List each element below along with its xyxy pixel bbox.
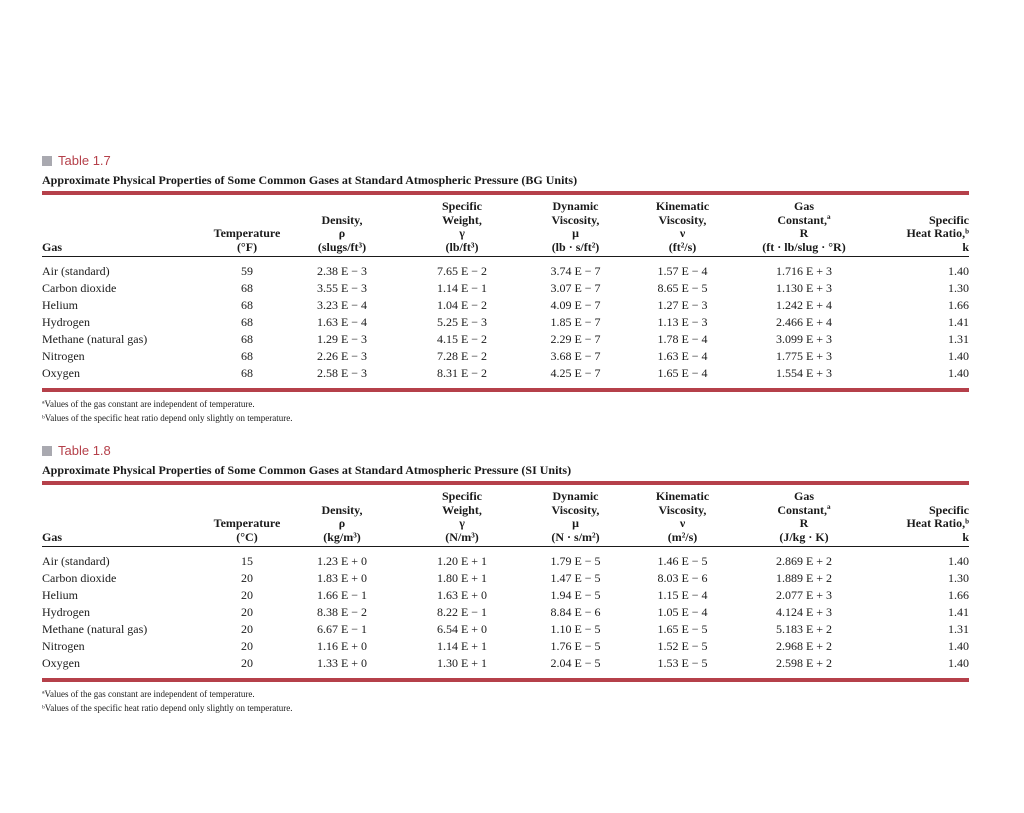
column-header <box>629 485 736 546</box>
value-cell: 68 <box>241 349 253 363</box>
header-line: Constant,ª <box>777 212 831 227</box>
header-line: Weight, <box>442 212 482 227</box>
value-cell: 1.30 <box>948 281 969 295</box>
column-header <box>212 195 282 256</box>
header-line: Dynamic <box>552 199 599 213</box>
value-cell: 3.55 E − 3 <box>316 281 368 295</box>
value-cell: 1.242 E + 4 <box>775 298 833 312</box>
header-line: Specific <box>929 502 969 517</box>
value-cell: 2.077 E + 3 <box>775 588 833 602</box>
header-line: (N · s/m²) <box>551 529 600 544</box>
value-cell: 1.40 <box>948 554 969 568</box>
value-cell: 1.53 E − 5 <box>657 656 708 670</box>
value-cell: 1.20 E + 1 <box>436 554 488 568</box>
header-line: k <box>962 529 969 544</box>
value-cell: 1.05 E − 4 <box>657 605 708 619</box>
table-row <box>42 621 969 638</box>
value-cell: 68 <box>241 315 253 329</box>
gas-name-cell: Methane (natural gas) <box>42 622 148 636</box>
value-cell: 1.16 E + 0 <box>316 639 368 653</box>
header-line: Gas <box>42 239 63 254</box>
table-number: Table 1.7 <box>58 153 111 168</box>
value-cell: 1.65 E − 5 <box>657 622 708 636</box>
column-header <box>736 485 872 546</box>
column-header <box>522 195 629 256</box>
table-row <box>42 280 969 297</box>
column-header <box>629 195 736 256</box>
header-line: (N/m³) <box>445 529 479 544</box>
value-cell: 6.54 E + 0 <box>436 622 488 636</box>
value-cell: 1.29 E − 3 <box>316 332 368 346</box>
value-cell: 2.29 E − 7 <box>550 332 601 346</box>
header-line: Weight, <box>442 502 482 517</box>
value-cell: 3.68 E − 7 <box>550 349 601 363</box>
column-header <box>282 195 402 256</box>
table-title: Approximate Physical Properties of Some Common Gases at Standard Atmospheric Pressure (SI Units) <box>42 463 572 477</box>
value-cell: 1.33 E + 0 <box>316 656 368 670</box>
gas-name-cell: Hydrogen <box>42 315 90 329</box>
value-cell: 4.09 E − 7 <box>550 298 601 312</box>
value-cell: 2.04 E − 5 <box>550 656 601 670</box>
table-row <box>42 297 969 314</box>
column-header <box>42 195 212 256</box>
value-cell: 3.07 E − 7 <box>550 281 601 295</box>
value-cell: 20 <box>241 588 253 602</box>
bottom-rule <box>42 678 969 682</box>
value-cell: 1.66 E − 1 <box>316 588 368 602</box>
gas-name-cell: Helium <box>42 298 78 312</box>
properties-table <box>42 485 969 675</box>
header-line: Viscosity, <box>551 212 600 227</box>
table-row <box>42 314 969 331</box>
value-cell: 1.130 E + 3 <box>775 281 833 295</box>
value-cell: 5.25 E − 3 <box>436 315 488 329</box>
value-cell: 8.22 E − 1 <box>436 605 488 619</box>
table-label <box>42 153 969 169</box>
table-row <box>42 604 969 621</box>
table-number: Table 1.8 <box>58 443 111 458</box>
header-row <box>42 485 969 546</box>
column-header <box>522 485 629 546</box>
header-line: Viscosity, <box>551 502 600 517</box>
table-1-7 <box>42 153 969 425</box>
value-cell: 20 <box>241 571 253 585</box>
value-cell: 3.099 E + 3 <box>775 332 833 346</box>
header-line: Temperature <box>213 516 281 530</box>
value-cell: 1.85 E − 7 <box>550 315 601 329</box>
value-cell: 59 <box>241 264 253 278</box>
column-header <box>282 485 402 546</box>
column-header <box>872 195 969 256</box>
value-cell: 7.65 E − 2 <box>436 264 488 278</box>
value-cell: 1.47 E − 5 <box>550 571 601 585</box>
value-cell: 1.04 E − 2 <box>436 298 488 312</box>
gas-name-cell: Methane (natural gas) <box>42 332 148 346</box>
table-body <box>42 257 969 385</box>
value-cell: 68 <box>241 332 253 346</box>
value-cell: 1.889 E + 2 <box>775 571 833 585</box>
square-bullet-icon <box>42 156 52 166</box>
value-cell: 1.14 E − 1 <box>436 281 488 295</box>
gas-name-cell: Nitrogen <box>42 639 85 653</box>
table-title: Approximate Physical Properties of Some Common Gases at Standard Atmospheric Pressure (BG Units) <box>42 173 578 187</box>
value-cell: 4.15 E − 2 <box>436 332 488 346</box>
value-cell: 1.15 E − 4 <box>657 588 708 602</box>
value-cell: 1.13 E − 3 <box>657 315 708 329</box>
header-line: Heat Ratio,ᵇ <box>906 516 969 530</box>
value-cell: 1.66 <box>948 298 969 312</box>
value-cell: 1.63 E − 4 <box>657 349 708 363</box>
gas-name-cell: Air (standard) <box>42 264 110 278</box>
value-cell: 20 <box>241 605 253 619</box>
column-header <box>212 485 282 546</box>
header-line: (lb/ft³) <box>445 239 479 254</box>
value-cell: 1.27 E − 3 <box>657 298 708 312</box>
gas-name-cell: Air (standard) <box>42 554 110 568</box>
value-cell: 1.79 E − 5 <box>550 554 601 568</box>
value-cell: 2.466 E + 4 <box>775 315 833 329</box>
header-line: Gas <box>42 529 63 544</box>
header-line: (kg/m³) <box>323 529 361 544</box>
header-line: Heat Ratio,ᵇ <box>906 226 969 240</box>
gas-name-cell: Helium <box>42 588 78 602</box>
footnote-a: ªValues of the gas constant are independent of temperature. <box>42 689 255 699</box>
column-header <box>872 485 969 546</box>
header-line: Kinematic <box>655 489 710 503</box>
table-row <box>42 257 969 280</box>
column-header <box>736 195 872 256</box>
header-line: k <box>962 239 969 254</box>
value-cell: 1.775 E + 3 <box>775 349 833 363</box>
header-line: μ <box>572 226 579 240</box>
value-cell: 1.76 E − 5 <box>550 639 601 653</box>
header-line: (m²/s) <box>667 529 698 544</box>
value-cell: 68 <box>241 298 253 312</box>
value-cell: 1.30 <box>948 571 969 585</box>
value-cell: 2.598 E + 2 <box>775 656 833 670</box>
value-cell: 20 <box>241 656 253 670</box>
header-line: Kinematic <box>655 199 710 213</box>
value-cell: 8.84 E − 6 <box>550 605 601 619</box>
value-cell: 4.25 E − 7 <box>550 366 601 380</box>
header-line: Gas <box>793 199 814 213</box>
value-cell: 1.10 E − 5 <box>550 622 601 636</box>
value-cell: 1.31 <box>948 622 969 636</box>
value-cell: 1.94 E − 5 <box>550 588 601 602</box>
table-row <box>42 655 969 675</box>
header-line: (lb · s/ft²) <box>551 239 600 254</box>
value-cell: 1.83 E + 0 <box>316 571 368 585</box>
value-cell: 8.03 E − 6 <box>657 571 708 585</box>
header-line: γ <box>459 226 465 240</box>
footnote-a: ªValues of the gas constant are independent of temperature. <box>42 399 255 409</box>
value-cell: 6.67 E − 1 <box>316 622 368 636</box>
header-line: ν <box>679 516 686 530</box>
header-line: Specific <box>442 489 482 503</box>
value-cell: 1.40 <box>948 656 969 670</box>
table-body <box>42 547 969 675</box>
bottom-rule <box>42 388 969 392</box>
header-line: (°C) <box>236 529 258 544</box>
header-line: (ft²/s) <box>668 239 697 254</box>
header-line: ρ <box>338 516 346 530</box>
header-line: Specific <box>442 199 482 213</box>
value-cell: 1.716 E + 3 <box>775 264 833 278</box>
value-cell: 1.63 E + 0 <box>436 588 488 602</box>
value-cell: 1.41 <box>948 315 969 329</box>
value-cell: 1.41 <box>948 605 969 619</box>
header-line: Constant,ª <box>777 502 831 517</box>
gas-name-cell: Hydrogen <box>42 605 90 619</box>
value-cell: 8.38 E − 2 <box>316 605 368 619</box>
value-cell: 2.968 E + 2 <box>775 639 833 653</box>
header-line: R <box>799 516 809 530</box>
gas-name-cell: Carbon dioxide <box>42 281 117 295</box>
value-cell: 1.40 <box>948 349 969 363</box>
value-cell: 4.124 E + 3 <box>775 605 833 619</box>
value-cell: 1.554 E + 3 <box>775 366 833 380</box>
header-line: Dynamic <box>552 489 599 503</box>
column-header <box>42 485 212 546</box>
value-cell: 3.74 E − 7 <box>550 264 601 278</box>
value-cell: 1.23 E + 0 <box>316 554 368 568</box>
header-line: R <box>799 226 809 240</box>
footnote-b: ᵇValues of the specific heat ratio depend only slightly on temperature. <box>42 703 293 713</box>
value-cell: 68 <box>241 281 253 295</box>
header-line: Specific <box>929 212 969 227</box>
table-row <box>42 348 969 365</box>
table-label <box>42 443 969 459</box>
table-row <box>42 587 969 604</box>
value-cell: 3.23 E − 4 <box>316 298 368 312</box>
value-cell: 1.65 E − 4 <box>657 366 708 380</box>
header-line: Density, <box>321 502 363 517</box>
header-line: μ <box>572 516 579 530</box>
value-cell: 8.31 E − 2 <box>436 366 488 380</box>
value-cell: 5.183 E + 2 <box>775 622 833 636</box>
header-line: (slugs/ft³) <box>317 239 367 254</box>
value-cell: 1.40 <box>948 264 969 278</box>
value-cell: 2.26 E − 3 <box>316 349 368 363</box>
value-cell: 2.869 E + 2 <box>775 554 833 568</box>
value-cell: 20 <box>241 639 253 653</box>
value-cell: 1.78 E − 4 <box>657 332 708 346</box>
value-cell: 2.38 E − 3 <box>316 264 368 278</box>
table-row <box>42 638 969 655</box>
square-bullet-icon <box>42 446 52 456</box>
header-line: Density, <box>321 212 363 227</box>
gas-name-cell: Nitrogen <box>42 349 85 363</box>
gas-name-cell: Oxygen <box>42 656 80 670</box>
footnotes <box>42 397 969 425</box>
value-cell: 1.14 E + 1 <box>436 639 488 653</box>
header-line: (J/kg · K) <box>779 529 829 544</box>
value-cell: 7.28 E − 2 <box>436 349 488 363</box>
value-cell: 1.52 E − 5 <box>657 639 708 653</box>
value-cell: 1.80 E + 1 <box>436 571 488 585</box>
table-row <box>42 547 969 570</box>
header-line: (°F) <box>236 239 258 254</box>
table-1-8 <box>42 443 969 715</box>
value-cell: 1.57 E − 4 <box>657 264 708 278</box>
value-cell: 1.46 E − 5 <box>657 554 708 568</box>
column-header <box>402 195 522 256</box>
value-cell: 20 <box>241 622 253 636</box>
value-cell: 68 <box>241 366 253 380</box>
gas-name-cell: Carbon dioxide <box>42 571 117 585</box>
header-line: (ft · lb/slug · °R) <box>762 239 846 254</box>
header-line: Temperature <box>213 226 281 240</box>
value-cell: 2.58 E − 3 <box>316 366 368 380</box>
header-line: ρ <box>338 226 346 240</box>
header-line: γ <box>459 516 465 530</box>
header-line: ν <box>679 226 686 240</box>
value-cell: 8.65 E − 5 <box>657 281 708 295</box>
value-cell: 1.30 E + 1 <box>436 656 488 670</box>
gas-name-cell: Oxygen <box>42 366 80 380</box>
header-line: Viscosity, <box>658 502 707 517</box>
header-row <box>42 195 969 256</box>
column-header <box>402 485 522 546</box>
properties-table <box>42 195 969 385</box>
value-cell: 1.63 E − 4 <box>316 315 368 329</box>
footnotes <box>42 687 969 715</box>
table-row <box>42 331 969 348</box>
table-row <box>42 570 969 587</box>
value-cell: 1.31 <box>948 332 969 346</box>
header-line: Gas <box>793 489 814 503</box>
value-cell: 15 <box>241 554 253 568</box>
value-cell: 1.66 <box>948 588 969 602</box>
value-cell: 1.40 <box>948 366 969 380</box>
value-cell: 1.40 <box>948 639 969 653</box>
header-line: Viscosity, <box>658 212 707 227</box>
footnote-b: ᵇValues of the specific heat ratio depend only slightly on temperature. <box>42 413 293 423</box>
table-row <box>42 365 969 385</box>
